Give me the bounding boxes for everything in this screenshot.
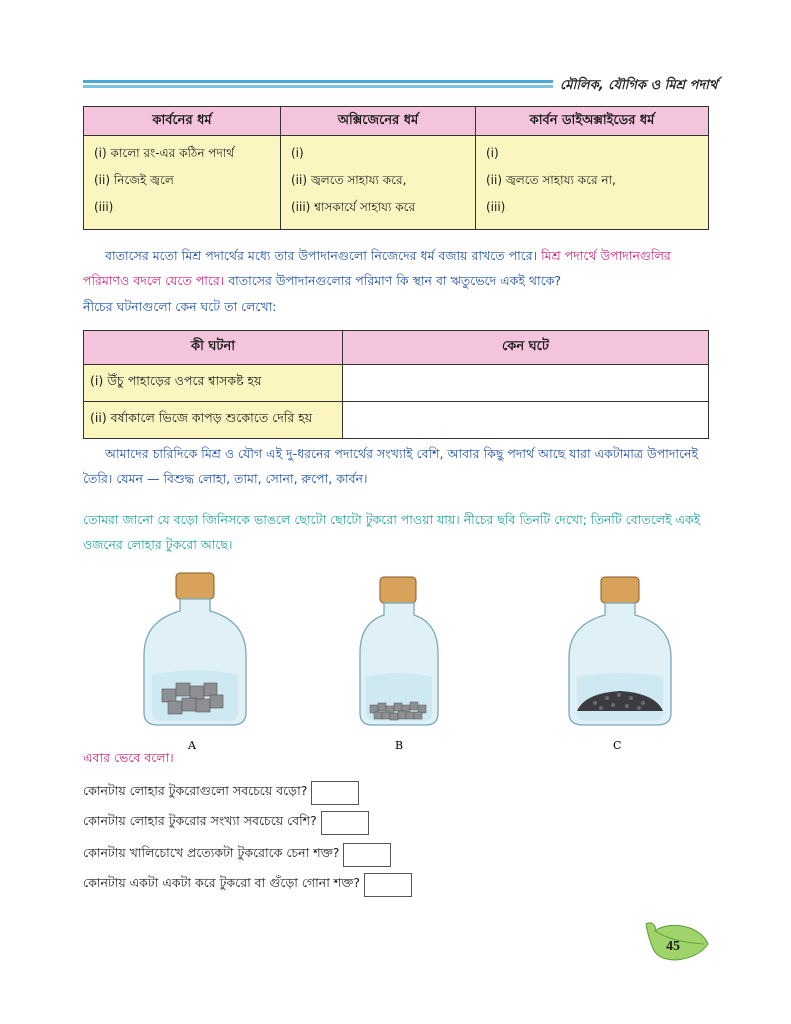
event-cell: (ii) বর্ষাকালে ভিজে কাপড় শুকোতে দেরি হয়	[84, 402, 343, 439]
page-number: 45	[666, 939, 680, 954]
table-header: কী ঘটনা	[84, 331, 343, 365]
table-header: কার্বনের ধর্ম	[84, 107, 281, 136]
answer-box[interactable]	[311, 781, 359, 805]
question-row	[83, 843, 391, 867]
chapter-title: মৌলিক, যৌগিক ও মিশ্র পদার্থ	[560, 78, 718, 93]
question-text: কোনটায় লোহার টুকরোগুলো সবচেয়ে বড়ো?	[83, 783, 308, 798]
answer-box[interactable]	[343, 843, 391, 867]
table-header: কেন ঘটে	[343, 331, 709, 365]
para-text-highlight: মিশ্র পদার্থে উপাদানগুলির পরিমাণও বদলে যেতে পারে।	[83, 248, 671, 288]
question-text: কোনটায় খালিচোখে প্রত্যেকটা টুকরোকে চেনা শক্ত?	[83, 845, 340, 860]
cell-line: (ii) জ্বলতে সাহায্য করে,	[291, 173, 407, 187]
reason-cell[interactable]	[343, 365, 709, 402]
cell-line: (iii) শ্বাসকার্যে সাহায্য করে	[291, 200, 416, 214]
reason-cell[interactable]	[343, 402, 709, 439]
table-row	[84, 365, 709, 402]
question-row	[83, 873, 412, 897]
instruction-text: নীচের ঘটনাগুলো কেন ঘটে তা লেখো:	[83, 299, 277, 314]
bottle-label: C	[613, 739, 622, 752]
answer-box[interactable]	[321, 811, 369, 835]
cell-line: (iii)	[486, 200, 506, 214]
events-table	[83, 330, 709, 439]
cell-line: (i) কালো রং-এর কঠিন পদার্থ	[94, 146, 235, 160]
cell-line: (ii) নিজেই জ্বলে	[94, 173, 174, 187]
question-row	[83, 781, 359, 805]
question-text: কোনটায় লোহার টুকরোর সংখ্যা সবচেয়ে বেশি?	[83, 813, 317, 828]
questions-title: এবার ভেবে বলো।	[83, 750, 174, 765]
table-header: কার্বন ডাইঅক্সাইডের ধর্ম	[476, 107, 709, 136]
para-text: বাতাসের মতো মিশ্র পদার্থের মধ্যে তার উপাদানগুলো নিজেদের ধর্ম বজায় রাখতে পারে।	[105, 248, 538, 263]
cell-line: (i)	[291, 146, 304, 160]
table-header: অক্সিজেনের ধর্ম	[281, 107, 476, 136]
event-cell: (i) উঁচু পাহাড়ের ওপরে শ্বাসকষ্ট হয়	[84, 365, 343, 402]
para-text: বাতাসের উপাদানগুলোর পরিমাণ কি স্থান বা ঋতুভেদে একই থাকে?	[228, 273, 561, 288]
paragraph-mixture-properties	[83, 243, 713, 293]
header-rule	[83, 80, 553, 92]
paragraph-bottles-intro: তোমরা জানো যে বড়ো জিনিসকে ভাঙলে ছোটো ছোটো টুকরো পাওয়া যায়। নীচের ছবি তিনটি দেখো; তিনটি বোতলেই একই ওজনের লোহার টুকরো আছে।	[83, 512, 701, 552]
table-cell	[84, 136, 281, 230]
cell-line: (ii) জ্বলতে সাহায্য করে না,	[486, 173, 616, 187]
leaf-icon	[640, 918, 710, 966]
table-cell	[281, 136, 476, 230]
bottle-label: A	[188, 739, 196, 752]
answer-box[interactable]	[364, 873, 412, 897]
para-text: আমাদের চারিদিকে মিশ্র ও যৌগ এই দু-ধরনের পদার্থের সংখ্যাই বেশি, আবার কিছু পদার্থ আছে যারা একটামাত্র উপাদানেই তৈরি। যেমন — বিশুদ্ধ লোহা, তামা, সোনা, রুপো, কার্বন।	[83, 446, 699, 486]
bottle-label: B	[395, 739, 404, 752]
properties-table	[83, 106, 709, 230]
table-row	[84, 402, 709, 439]
question-text: কোনটায় একটা একটা করে টুকরো বা গুঁড়ো গোনা শক্ত?	[83, 875, 360, 890]
bottle-a-illustration	[130, 565, 260, 755]
table-cell	[476, 136, 709, 230]
bottle-b-illustration	[340, 565, 460, 755]
paragraph-elements	[83, 441, 713, 491]
cell-line: (i)	[486, 146, 499, 160]
question-row	[83, 811, 369, 835]
bottle-c-illustration	[555, 565, 685, 755]
cell-line: (iii)	[94, 200, 114, 214]
